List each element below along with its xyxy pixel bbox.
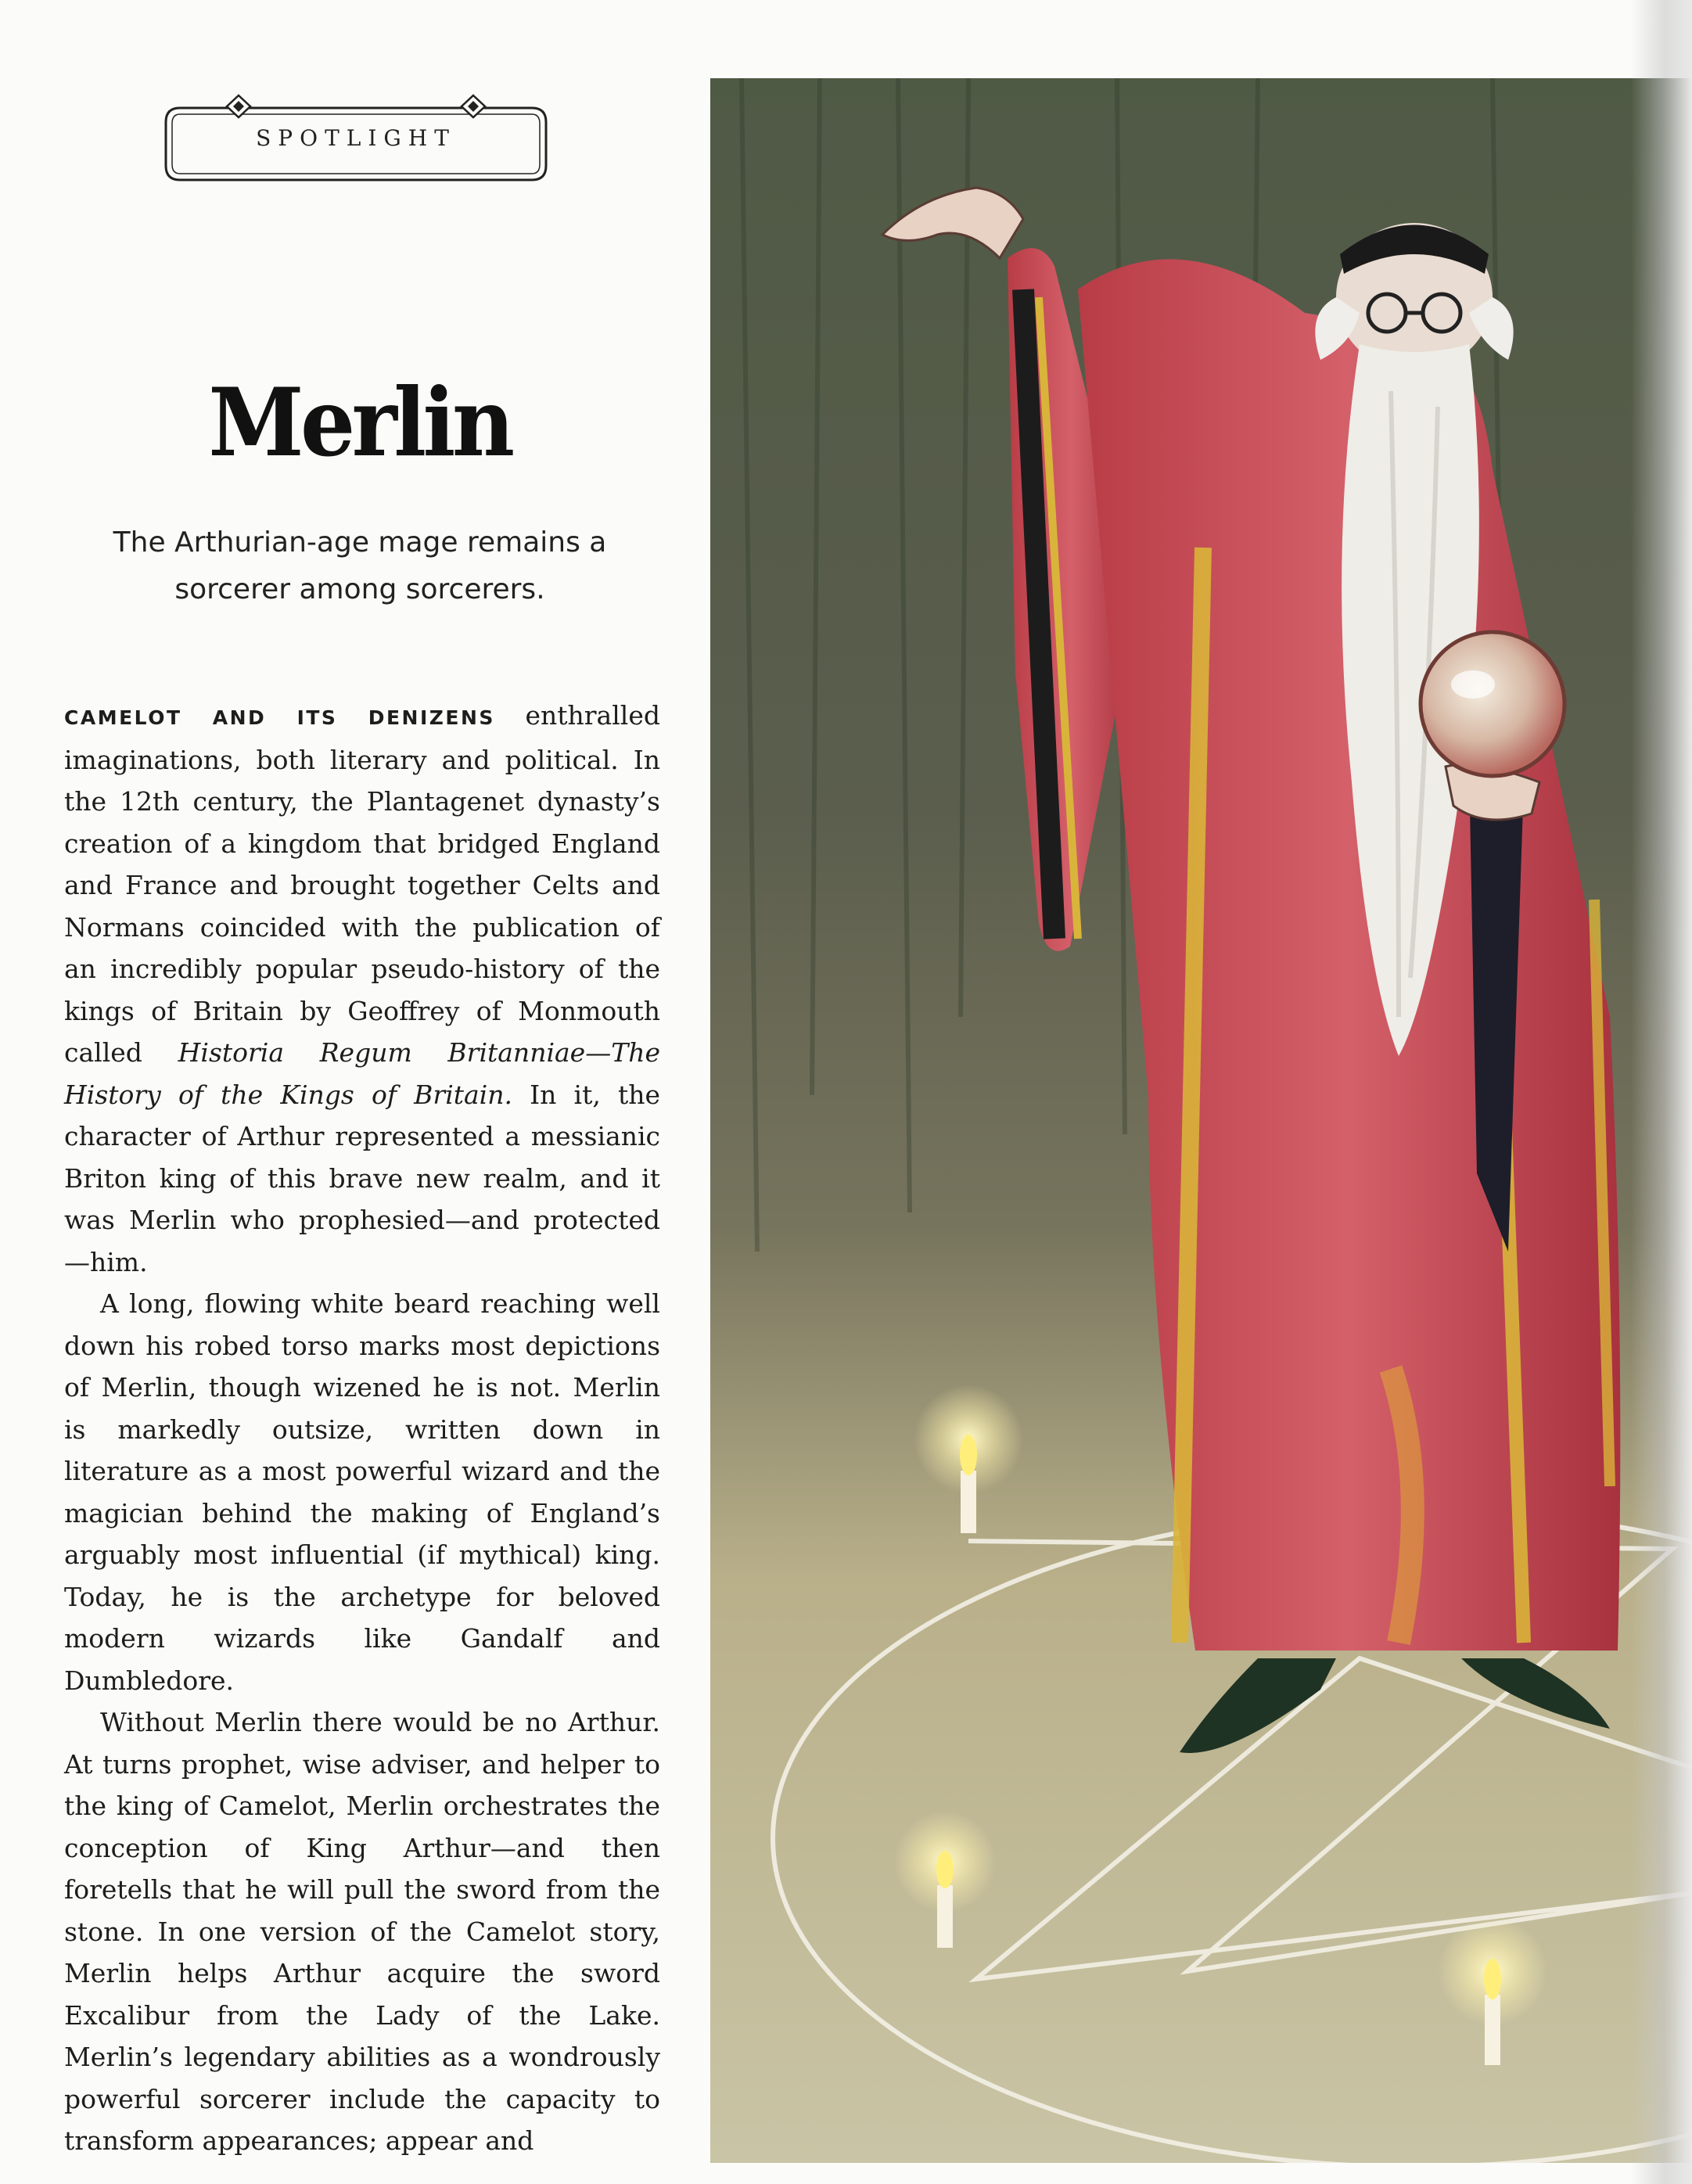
lead-in: CAMELOT AND ITS DENIZENS [64,706,495,729]
paragraph-1-text-b: In it, the character of Arthur represented a messianic Briton king of this brave new realm, and it was Merlin who prophesied—and protected—him. [64,1079,660,1277]
page-gutter-shadow [1631,0,1692,2184]
article-title: Merlin [208,368,512,478]
merlin-illustration [710,78,1692,2163]
article-subtitle: The Arthurian-age mage remains a sorcerer among sorcerers. [113,526,607,605]
article-body [64,695,660,2162]
paragraph-2: A long, flowing white beard reaching well down his robed torso marks most depictions of Merlin, though wizened he is not. Merlin is markedly outsize, written down in literature as a most powerful wizard and the magician behind the making of England’s arguably most influential (if mythical) king. Today, he is the archetype for beloved modern wizards like Gandalf and Dumbledore. [64,1288,660,1696]
merlin-painting-image [710,78,1692,2163]
paragraph-1-text-a: enthralled imaginations, both literary and political. In the 12th century, the Plantagenet dynasty’s creation of a kingdom that bridged England and France and brought together Celts and Normans coincided with the publication of an incredibly popular pseudo-history of the kings of Britain by Geoffrey of Monmouth called [64,700,660,1068]
badge-label: SPOTLIGHT [256,125,456,151]
paragraph-1 [64,695,660,1283]
book-title-italic: Historia Regum Britanniae—The History of the Kings of Britain. [64,1037,660,1110]
spotlight-badge [164,78,548,196]
paragraph-3: Without Merlin there would be no Arthur. At turns prophet, wise adviser, and helper to the king of Camelot, Merlin orchestrates the conception of King Arthur—and then foretells that he will pull the sword from the stone. In one version of the Camelot story, Merlin helps Arthur acquire the sword Excalibur from the Lady of the Lake. Merlin’s legendary abilities as a wondrously powerful sorcerer include the capacity to transform appearances; appear and [64,1707,660,2156]
